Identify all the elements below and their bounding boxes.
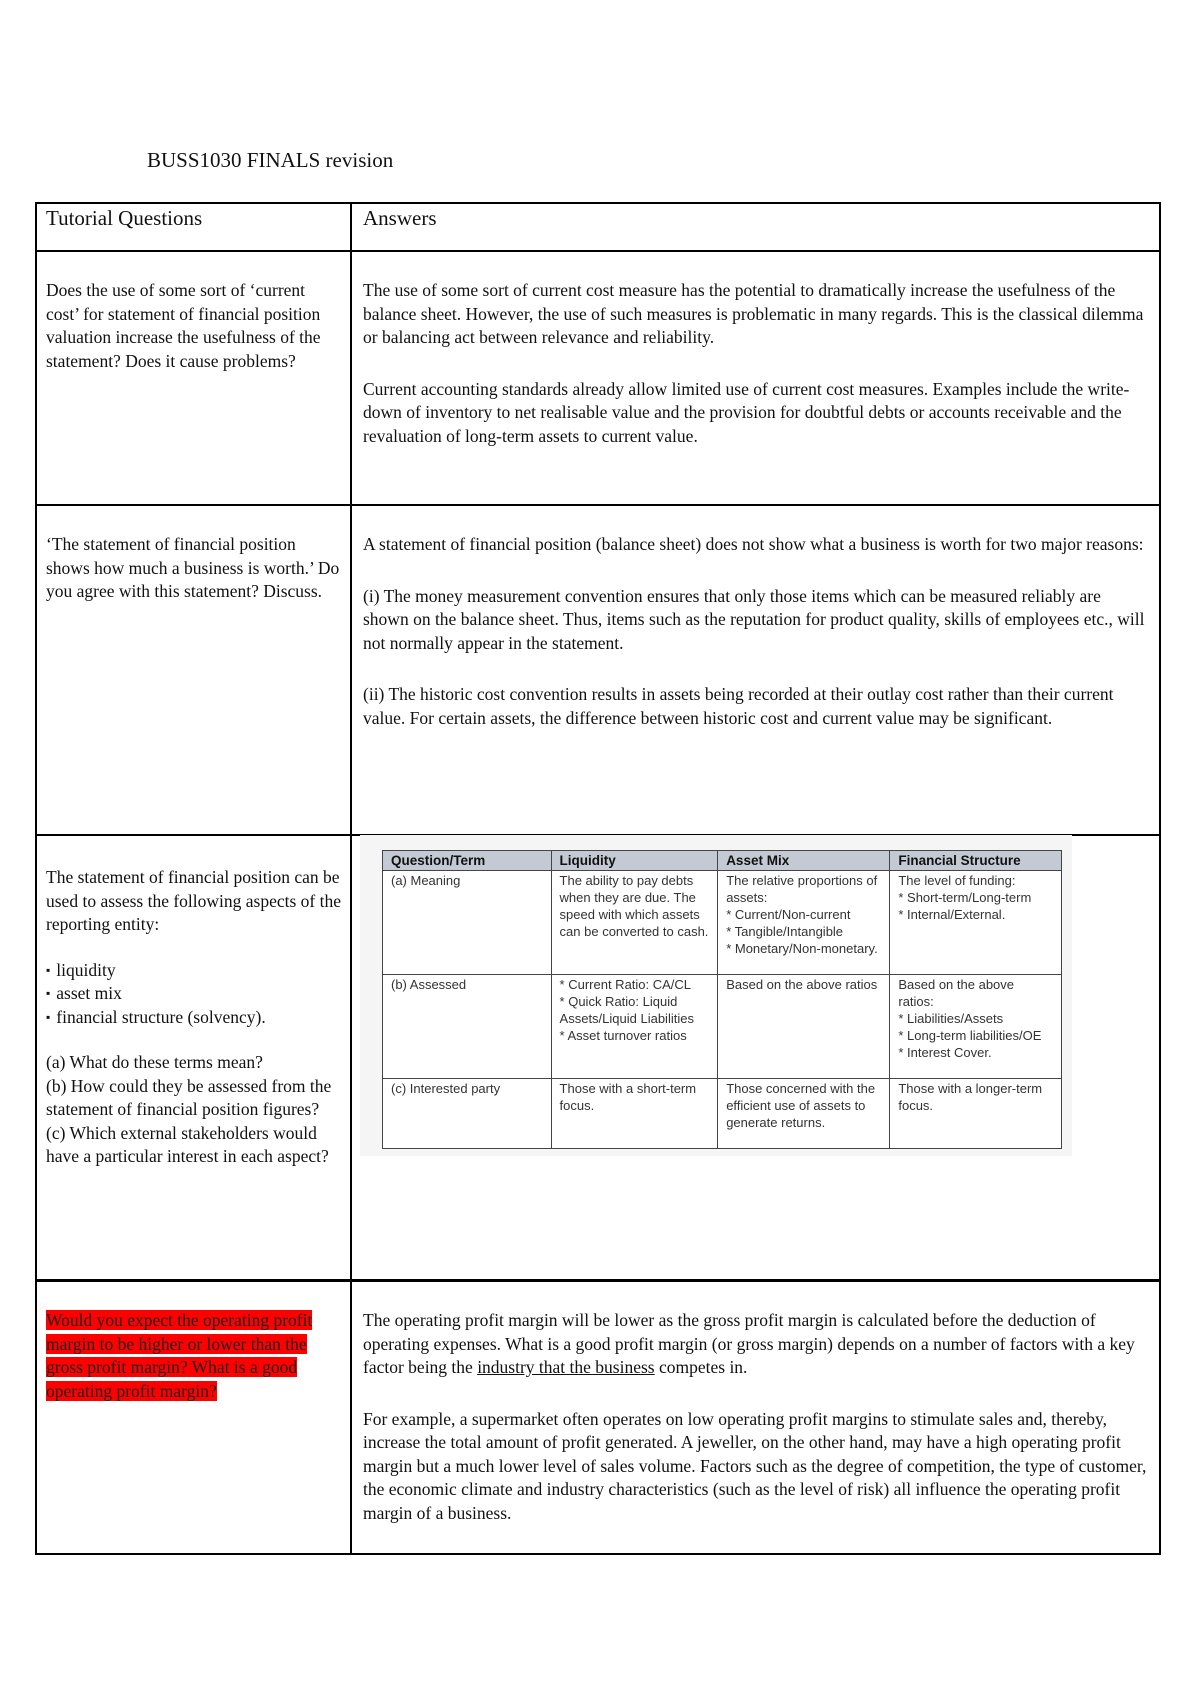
answer-image-table: [360, 835, 1072, 1156]
answer-current-cost: [363, 279, 1148, 448]
table-row: [383, 975, 1062, 1079]
grid-cell: [890, 975, 1062, 1079]
answer-paragraph: (i) The money measurement convention ensures that only those items which can be measured reliably are shown on the balance sheet. Thus, items such as the reputation for product quality, skills of employees etc., will not normally appear in the statement.: [363, 585, 1145, 653]
answer-business-worth: [363, 533, 1148, 730]
grid-cell-line: * Interest Cover.: [898, 1045, 992, 1060]
grid-cell-line: (b) Assessed: [391, 977, 467, 992]
table-divider: [35, 250, 1161, 252]
grid-cell-line: Those with a longer-term focus.: [898, 1081, 1043, 1113]
table-divider: [35, 504, 1161, 506]
grid-cell-line: * Short-term/Long-term: [898, 890, 1032, 905]
grid-cell: [551, 871, 718, 975]
grid-cell-line: * Current/Non-current: [726, 907, 851, 922]
grid-cell-line: * Internal/External.: [898, 907, 1006, 922]
answer-paragraph: Current accounting standards already allow limited use of current cost measures. Examples include the write-down of inventory to net realisable value and the provision for doubtful debts or accounts receivable and the revaluation of long-term assets to current value.: [363, 378, 1130, 446]
document-title: BUSS1030 FINALS revision: [147, 148, 394, 172]
grid-header: Liquidity: [551, 851, 718, 871]
question-text: Does the use of some sort of ‘current cost’ for statement of financial position valuation increase the usefulness of the statement? Does it cause problems?: [46, 280, 321, 371]
grid-cell-line: * Current Ratio: CA/CL: [559, 977, 692, 992]
grid-cell-line: * Asset turnover ratios: [559, 1028, 687, 1043]
grid-cell-line: * Liabilities/Assets: [898, 1011, 1004, 1026]
grid-cell-line: Those with a short-term focus.: [559, 1081, 697, 1113]
table-border-bottom: [35, 1553, 1161, 1555]
question-financial-aspects: [46, 866, 341, 1169]
grid-cell-line: The ability to pay debts when they are due. The speed with which assets can be converted to cash.: [559, 873, 709, 939]
grid-cell-line: * Long-term liabilities/OE: [898, 1028, 1042, 1043]
answer-paragraph: For example, a supermarket often operates on low operating profit margins to stimulate sales and, thereby, increase the total amount of profit generated. A jeweller, on the other hand, may have a high operating profit margin but a much lower level of sales volume. Factors such as the degree of competition, the type of customer, the economic climate and industry characteristics (such as the level of risk) all influence the operating profit margin of a business.: [363, 1408, 1147, 1523]
table-border-top: [35, 202, 1161, 204]
grid-cell-line: The relative proportions of assets:: [726, 873, 878, 905]
list-item: ▪ asset mix: [46, 982, 341, 1006]
grid-cell: [551, 975, 718, 1079]
question-text: The statement of financial position can be used to assess the following aspects of the reporting entity:: [46, 867, 342, 934]
aspect-list: [46, 959, 341, 1030]
grid-cell-line: The level of funding:: [898, 873, 1016, 888]
grid-cell: [551, 1079, 718, 1149]
grid-cell-line: * Tangible/Intangible: [726, 924, 844, 939]
answer-paragraph: A statement of financial position (balance sheet) does not show what a business is worth for two major reasons:: [363, 534, 1144, 554]
question-text: [46, 1309, 341, 1403]
grid-header: Financial Structure: [890, 851, 1062, 871]
answer-paragraph: [363, 1309, 1148, 1380]
question-part-a: (a) What do these terms mean?: [46, 1052, 263, 1072]
question-current-cost: [46, 279, 341, 373]
list-item: ▪ financial structure (solvency).: [46, 1006, 341, 1030]
answer-text: competes in.: [654, 1357, 748, 1377]
grid-cell: [383, 975, 552, 1079]
grid-cell: [718, 871, 890, 975]
grid-cell-line: Based on the above ratios:: [898, 977, 1015, 1009]
table-row: [383, 1079, 1062, 1149]
table-border-right: [1159, 202, 1161, 1555]
table-column-divider: [350, 202, 352, 1555]
aspects-answer-grid: [382, 850, 1062, 1149]
answer-profit-margin: [363, 1309, 1148, 1525]
table-border-left: [35, 202, 37, 1555]
grid-cell-line: Those concerned with the efficient use of assets to generate returns.: [726, 1081, 876, 1130]
answer-paragraph: The use of some sort of current cost measure has the potential to dramatically increase the usefulness of the balance sheet. However, the use of such measures is problematic in many regards. This is the classical dilemma or balancing act between relevance and reliability.: [363, 280, 1144, 347]
grid-cell-line: (c) Interested party: [391, 1081, 501, 1096]
grid-header: Asset Mix: [718, 851, 890, 871]
question-profit-margin: [46, 1309, 341, 1403]
header-tutorial-questions: Tutorial Questions: [46, 206, 203, 230]
grid-header-row: [383, 851, 1062, 871]
question-text: ‘The statement of financial position shows how much a business is worth.’ Do you agree with this statement? Discuss.: [46, 534, 340, 601]
answer-text: The operating profit margin will be lower as the gross profit margin is calculated before the deduction of operating expenses. What is a good profit margin (or gross margin) depends on a number of factors with a key factor being the: [363, 1310, 1135, 1377]
grid-cell: [890, 871, 1062, 975]
underlined-text: industry that the business: [477, 1357, 655, 1377]
grid-header: Question/Term: [383, 851, 552, 871]
grid-cell-line: * Monetary/Non-monetary.: [726, 941, 878, 956]
list-item: ▪ liquidity: [46, 959, 341, 983]
question-part-b: (b) How could they be assessed from the statement of financial position figures?: [46, 1075, 332, 1119]
grid-cell: [718, 1079, 890, 1149]
grid-cell: [890, 1079, 1062, 1149]
grid-cell: [383, 871, 552, 975]
highlighted-question: Would you expect the operating profit margin to be higher or lower than the gross profit margin? What is a good operating profit margin?: [46, 1310, 313, 1401]
grid-cell: [718, 975, 890, 1079]
table-row: [383, 871, 1062, 975]
answer-paragraph: (ii) The historic cost convention results in assets being recorded at their outlay cost rather than their current value. For certain assets, the difference between historic cost and current value may be significant.: [363, 684, 1114, 728]
header-answers: Answers: [363, 206, 437, 230]
question-part-c: (c) Which external stakeholders would have a particular interest in each aspect?: [46, 1122, 329, 1166]
grid-cell-line: (a) Meaning: [391, 873, 461, 888]
grid-cell: [383, 1079, 552, 1149]
grid-cell-line: Based on the above ratios: [726, 977, 878, 992]
question-business-worth: [46, 533, 341, 604]
table-divider: [35, 1279, 1161, 1282]
grid-cell-line: * Quick Ratio: Liquid Assets/Liquid Liabilities: [559, 994, 694, 1026]
